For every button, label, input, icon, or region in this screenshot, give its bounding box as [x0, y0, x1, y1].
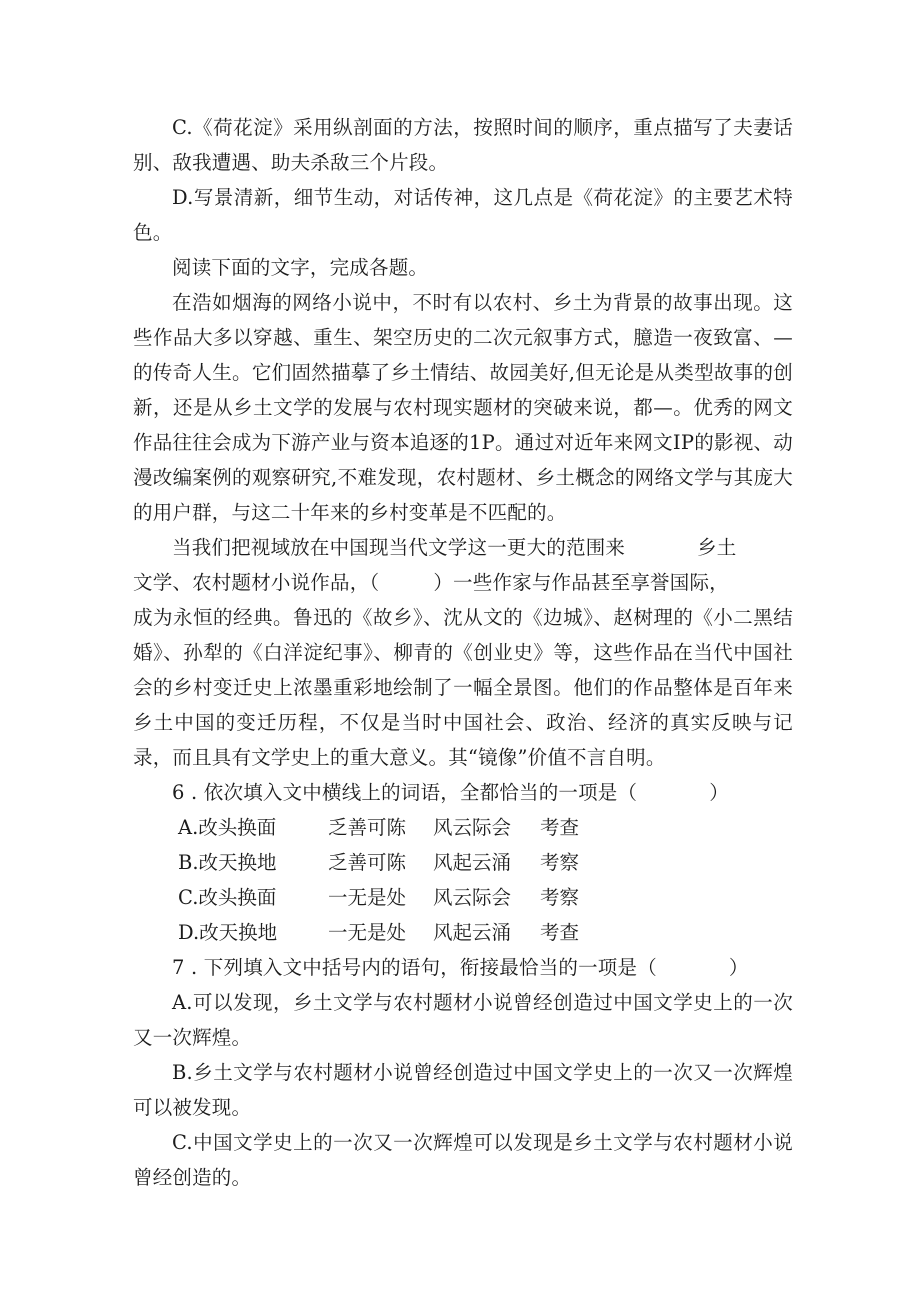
question-6-stem	[172, 775, 729, 810]
q7-option-a: A.可以发现，乡土文学与农村题材小说曾经创造过中国文学史上的一次又一次辉煌。	[133, 991, 793, 1049]
passage-paragraph-2-line-1	[172, 530, 737, 565]
option-cell: 考查	[540, 816, 580, 839]
option-cell: 乏善可陈	[328, 816, 407, 839]
reading-instruction: 阅读下面的文字，完成各题。	[172, 256, 429, 279]
question-bracket: ）	[709, 781, 729, 804]
question-7-stem	[172, 950, 749, 985]
option-cell: C.改头换面	[178, 886, 277, 909]
question-bracket: ）	[728, 956, 749, 979]
passage-text: ）一些作家与作品甚至享誉国际，	[433, 571, 729, 594]
option-cell: 风云际会	[433, 816, 512, 839]
question-text: 7 . 下列填入文中括号内的语句，衔接最恰当的一项是（	[172, 956, 657, 979]
passage-text: 乡土	[697, 536, 737, 559]
passage-paragraph-1: 在浩如烟海的网络小说中，不时有以农村、乡土为背景的故事出现。这些作品大多以穿越、重生、架空历史的二次元叙事方式，臆造一夜致富、—的传奇人生。它们固然描摹了乡土情结、故园美好,但无论是从类型故事的创新，还是从乡土文学的发展与农村现实题材的突破来说，都—。优秀的网文作品往往会成为下游产业与资本追逐的1P。通过对近年来网文IP的影视、动漫改编案例的观察研究,不难发现，农村题材、乡土概念的网络文学与其庞大的用户群，与这二十年来的乡村变革是不匹配的。	[133, 291, 793, 524]
option-cell: 乏善可陈	[328, 851, 407, 874]
passage-paragraph-2-rest: 成为永恒的经典。鲁迅的《故乡》、沈从文的《边城》、赵树理的《小二黑结婚》、孙犁的《白洋淀纪事》、柳青的《创业史》等，这些作品在当代中国社会的乡村变迁史上浓墨重彩地绘制了一幅全景图。他们的作品整体是百年来乡土中国的变迁历程，不仅是当时中国社会、政治、经济的真实反映与记录，而且具有文学史上的重大意义。其“镜像”价值不言自明。	[133, 606, 793, 769]
q7-option-c: C.中国文学史上的一次又一次辉煌可以发现是乡土文学与农村题材小说曾经创造的。	[133, 1131, 793, 1189]
passage-text: 当我们把视域放在中国现当代文学这一更大的范围来	[172, 536, 626, 559]
option-cell: 考察	[540, 851, 580, 874]
option-cell: 一无是处	[328, 886, 407, 909]
option-cell: D.改天换地	[178, 921, 278, 944]
option-cell: 风起云涌	[433, 851, 512, 874]
q5-option-d: D.写景清新，细节生动，对话传神，这几点是《荷花淀》的主要艺术特色。	[133, 186, 793, 244]
passage-text: 文学、农村题材小说作品，（	[133, 571, 380, 594]
option-cell: 风云际会	[433, 886, 512, 909]
option-cell: A.改头换面	[178, 816, 277, 839]
option-cell: 一无是处	[328, 921, 407, 944]
option-cell: 考察	[540, 886, 580, 909]
option-cell: B.改天换地	[178, 851, 277, 874]
q7-option-b: B.乡土文学与农村题材小说曾经创造过中国文学史上的一次又一次辉煌可以被发现。	[133, 1061, 793, 1119]
option-cell: 考查	[540, 921, 580, 944]
q5-option-c: C.《荷花淀》采用纵剖面的方法，按照时间的顺序，重点描写了夫妻话别、敌我遭遇、助夫杀敌三个片段。	[133, 116, 793, 174]
option-cell: 风起云涌	[433, 921, 512, 944]
question-text: 6 . 依次填入文中横线上的词语，全都恰当的一项是（	[172, 781, 638, 804]
passage-paragraph-2-line-2	[133, 565, 729, 600]
